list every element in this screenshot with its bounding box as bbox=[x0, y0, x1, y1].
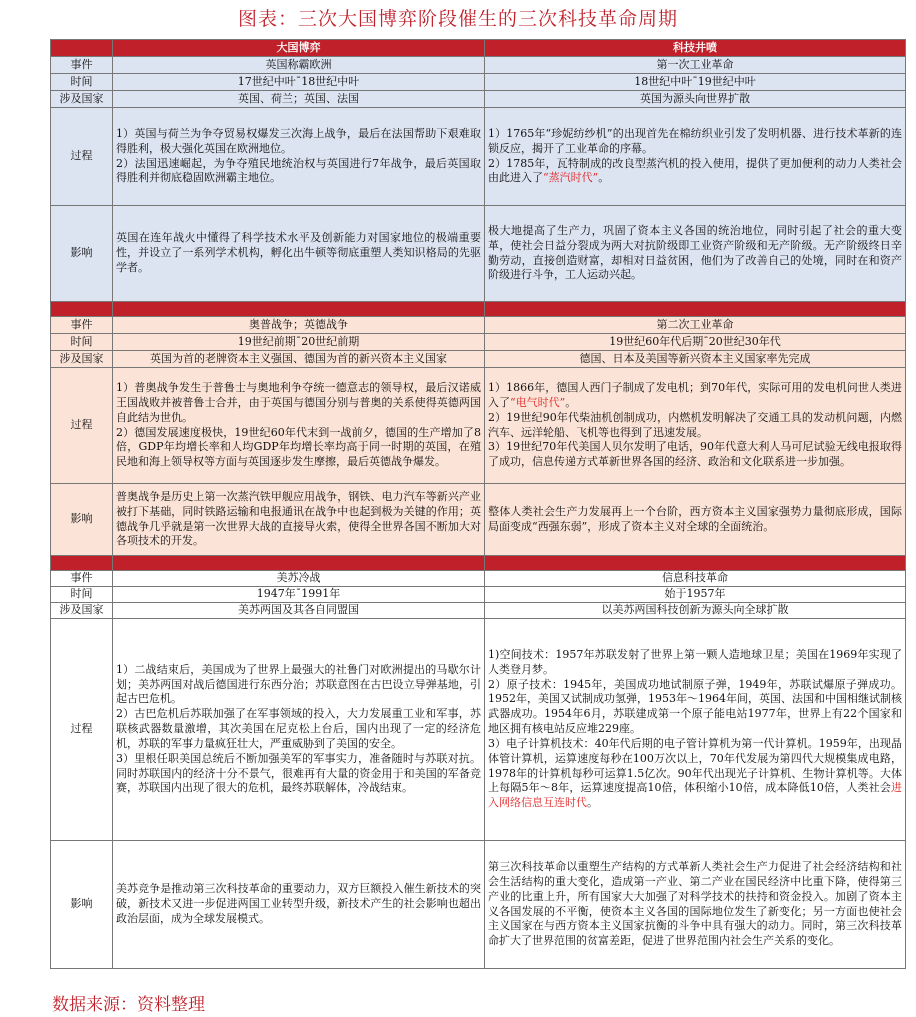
highlight-electric-age: “电气时代” bbox=[510, 395, 566, 409]
table-row bbox=[51, 206, 906, 302]
table-row bbox=[51, 74, 906, 91]
table-row bbox=[51, 587, 906, 603]
table-row bbox=[51, 619, 906, 841]
cell-impact-right: 极大地提高了生产力，巩固了资本主义各国的统治地位，同时引起了社会的重大变革，使社会日益分裂成为两大对抗阶级即工业资产阶级和无产阶级。无产阶级终日辛勤劳动，直接创造财富，却相对日益贫困，他们为了改善自己的处境，同时在和资产阶级进行斗争，工人运动兴起。 bbox=[485, 206, 906, 302]
section-separator bbox=[51, 556, 906, 571]
cell-time-right: 18世纪中叶¯19世纪中叶 bbox=[485, 74, 906, 91]
table-row bbox=[51, 603, 906, 619]
label-event: 事件 bbox=[51, 317, 113, 334]
table-row bbox=[51, 91, 906, 108]
highlight-steam-age: “蒸汽时代” bbox=[543, 171, 599, 185]
table-row bbox=[51, 351, 906, 368]
cell-time-right: 始于1957年 bbox=[485, 587, 906, 603]
cell-impact-left: 普奥战争是历史上第一次蒸汽铁甲舰应用战争，钢铁、电力汽车等新兴产业被打下基础，同时铁路运输和电报通讯在战争中也起到极为关键的作用；英德战争几乎就是第一次世界大战的直接导火索，使得全世界各国不断加大对各项技术的开发。 bbox=[113, 484, 485, 556]
label-impact: 影响 bbox=[51, 841, 113, 969]
cell-event-right: 信息科技革命 bbox=[485, 571, 906, 587]
table-row bbox=[51, 108, 906, 206]
section-separator bbox=[51, 302, 906, 317]
table-row bbox=[51, 317, 906, 334]
cell-countries-left: 英国、荷兰；英国、法国 bbox=[113, 91, 485, 108]
highlight-network-age: 进入网络信息互连时代 bbox=[488, 781, 902, 810]
label-countries: 涉及国家 bbox=[51, 351, 113, 368]
cell-time-left: 17世纪中叶¯18世纪中叶 bbox=[113, 74, 485, 91]
section-3 bbox=[51, 571, 906, 969]
data-source: 数据来源：资料整理 bbox=[52, 995, 205, 1015]
cell-countries-left: 美苏两国及其各自同盟国 bbox=[113, 603, 485, 619]
cell-process-right: 1）1765年“珍妮纺纱机”的出现首先在棉纺织业引发了发明机器、进行技术革新的连锁反应，揭开了工业革命的序幕。 2）1785年，瓦特制成的改良型蒸汽机的投入使用，提供了更加便利的动力人类社会由此进入了“蒸汽时代”。 bbox=[485, 108, 906, 206]
table-row bbox=[51, 368, 906, 484]
label-impact: 影响 bbox=[51, 484, 113, 556]
cell-countries-left: 英国为首的老牌资本主义强国、德国为首的新兴资本主义国家 bbox=[113, 351, 485, 368]
cell-event-left: 英国称霸欧洲 bbox=[113, 57, 485, 74]
cell-countries-right: 以美苏两国科技创新为源头向全球扩散 bbox=[485, 603, 906, 619]
table-header-row bbox=[51, 40, 906, 57]
label-event: 事件 bbox=[51, 571, 113, 587]
cell-impact-right: 整体人类社会生产力发展再上一个台阶，西方资本主义国家强势力量彻底形成，国际局面变成“西强东弱”，形成了资本主义对全球的全面统治。 bbox=[485, 484, 906, 556]
table-row bbox=[51, 484, 906, 556]
cell-event-right: 第一次工业革命 bbox=[485, 57, 906, 74]
header-great-power-game: 大国博弈 bbox=[113, 40, 485, 57]
cell-process-left: 1）二战结束后，美国成为了世界上最强大的社鲁门对欧洲提出的马歇尔计划；美苏两国对战后德国进行东西分治；苏联意图在古巴设立导弹基地，引起古巴危机。 2）古巴危机后苏联加强了在军事领域的投入，大力发展重工业和军事，苏联核武器数量激增，其次美国在尼克松上台后，国内出现了一定的经济危机，苏联的军事力量疯狂壮大，严重威胁到了美国的安全。 3）里根任职美国总统后不断加强美军的军事实力，准备随时与苏联对抗。同时苏联国内的经济十分不景气，很难再有大量的资金用于和美国的军备竞赛，苏联国内出现了很大的危机，最终苏联解体，冷战结束。 bbox=[113, 619, 485, 841]
header-tech-burst: 科技井喷 bbox=[485, 40, 906, 57]
cell-time-left: 1947年¯1991年 bbox=[113, 587, 485, 603]
label-time: 时间 bbox=[51, 587, 113, 603]
cell-event-left: 奥普战争；英德战争 bbox=[113, 317, 485, 334]
cell-event-right: 第二次工业革命 bbox=[485, 317, 906, 334]
label-process: 过程 bbox=[51, 368, 113, 484]
cell-process-right: 1)空间技术：1957年苏联发射了世界上第一颗人造地球卫星；美国在1969年实现了人类登月梦。 2）原子技术：1945年，美国成功地试制原子弹，1949年，苏联试爆原子弹成功。1952年，美国又试制成功氢弹，1953年～1964年间，英国、法国和中国相继试制核武器成功。1954年6月，苏联建成第一个原子能电站1977年，世界上有22个国家和地区拥有核电站反应堆229座。 3）电子计算机技术：40年代后期的电子管计算机为第一代计算机。1959年，出现晶体管计算机，运算速度每秒在100万次以上，70年代发展为第四代大规模集成电路，1978年的计算机每秒可运算1.5亿次。90年代出现光子计算机、生物计算机等。大体上每隔5年～8年，运算速度提高10倍，体积缩小10倍，成本降低10倍，人类社会进入网络信息互连时代。 bbox=[485, 619, 906, 841]
table-row bbox=[51, 57, 906, 74]
table-row bbox=[51, 841, 906, 969]
comparison-table bbox=[50, 39, 906, 969]
page-title: 图表：三次大国博弈阶段催生的三次科技革命周期 bbox=[237, 8, 678, 30]
table-row bbox=[51, 334, 906, 351]
cell-impact-right: 第三次科技革命以重塑生产结构的方式革新人类社会生产力促进了社会经济结构和社会生活结构的重大变化，造成第一产业、第二产业在国民经济中比重下降，使得第三产业的比重上升，所有国家大大加强了对科学技术的扶持和资金投入。加剧了资本主义各国发展的不平衡，使资本主义各国的国际地位发生了新变化；另一方面也使社会主义国家在与西方资本主义国家抗衡的斗争中具有强大的动力。同时，第三次科技革命扩大了世界范围的贫富差距，促进了世界范围内社会生产关系的变化。 bbox=[485, 841, 906, 969]
label-time: 时间 bbox=[51, 334, 113, 351]
label-process: 过程 bbox=[51, 619, 113, 841]
label-impact: 影响 bbox=[51, 206, 113, 302]
cell-countries-right: 德国、日本及美国等新兴资本主义国家率先完成 bbox=[485, 351, 906, 368]
cell-countries-right: 英国为源头向世界扩散 bbox=[485, 91, 906, 108]
cell-time-left: 19世纪前期¯20世纪前期 bbox=[113, 334, 485, 351]
cell-process-left: 1）英国与荷兰为争夺贸易权爆发三次海上战争，最后在法国帮助下艰难取得胜利，极大强化英国在欧洲地位。 2）法国迅速崛起，为争夺殖民地统治权与英国进行7年战争，最后英国取得胜利并彻底稳固欧洲霸主地位。 bbox=[113, 108, 485, 206]
label-time: 时间 bbox=[51, 74, 113, 91]
cell-time-right: 19世纪60年代后期¯20世纪30年代 bbox=[485, 334, 906, 351]
cell-impact-left: 英国在连年战火中懂得了科学技术水平及创新能力对国家地位的极端重要性，并设立了一系列学术机构，孵化出牛顿等彻底重塑人类知识格局的先驱学者。 bbox=[113, 206, 485, 302]
label-process: 过程 bbox=[51, 108, 113, 206]
cell-process-left: 1）普奥战争发生于普鲁士与奥地利争夺统一德意志的领导权，最后汉诺威王国战败并被普鲁士合并，由于英国与德国分别与普奥的关系使得英德两国自此结为世仇。 2）德国发展速度极快，19世纪60年代末到一战前夕，德国的生产增加了8倍，GDP年均增长率和人均GDP年均增长率均高于同一时期的英国，在殖民地和海上领导权等方面与英国逐步发生摩擦，最后英德战争爆发。 bbox=[113, 368, 485, 484]
label-countries: 涉及国家 bbox=[51, 603, 113, 619]
cell-event-left: 美苏冷战 bbox=[113, 571, 485, 587]
cell-impact-left: 美苏竞争是推动第三次科技革命的重要动力，双方巨额投入催生新技术的突破，新技术又进一步促进两国工业转型升级，新技术产生的社会影响也超出政治层面，成为全球发展模式。 bbox=[113, 841, 485, 969]
header-blank-cell bbox=[51, 40, 113, 57]
label-countries: 涉及国家 bbox=[51, 91, 113, 108]
label-event: 事件 bbox=[51, 57, 113, 74]
table-row bbox=[51, 571, 906, 587]
section-1 bbox=[51, 57, 906, 302]
section-2 bbox=[51, 317, 906, 556]
cell-process-right: 1）1866年，德国人西门子制成了发电机；到70年代，实际可用的发电机问世人类进入了“电气时代”。 2）19世纪90年代柴油机创制成功，内燃机发明解决了交通工具的发动机问题，内燃汽车、远洋轮船、飞机等也得到了迅速发展。 3）19世纪70年代美国人贝尔发明了电话，90年代意大利人马可尼试验无线电报取得了成功，信息传递方式革新世界各国的经济、政治和文化联系进一步加强。 bbox=[485, 368, 906, 484]
